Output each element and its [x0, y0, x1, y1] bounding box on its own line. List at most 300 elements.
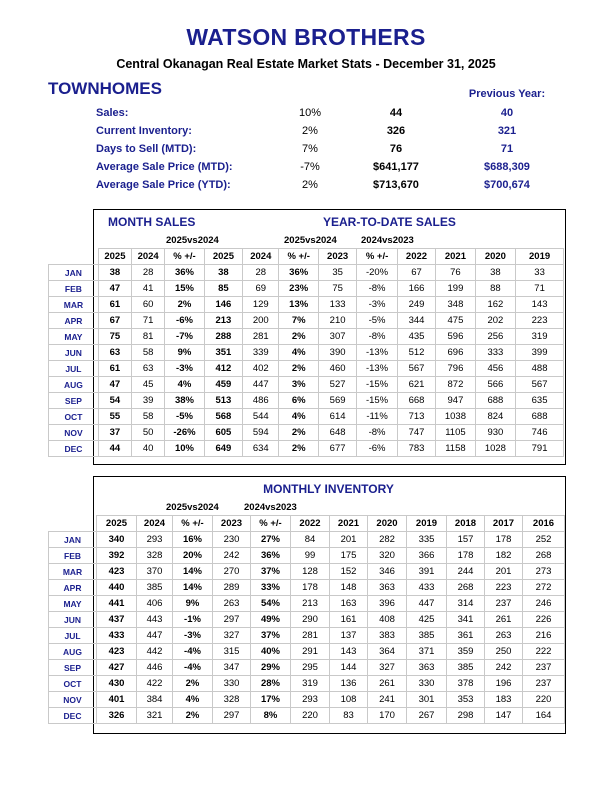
- table-cell: 268: [447, 580, 485, 596]
- table-cell: 614: [318, 409, 356, 425]
- stat-change: 10%: [298, 107, 322, 119]
- table-cell: 170: [368, 708, 407, 724]
- table-cell: 390: [318, 345, 356, 361]
- table-cell: -26%: [165, 425, 204, 441]
- table-cell: 289: [213, 580, 251, 596]
- table-cell: 38: [98, 265, 131, 281]
- table-cell: 1105: [436, 425, 475, 441]
- table-cell: 273: [523, 564, 565, 580]
- table-cell: 36%: [165, 265, 204, 281]
- table-cell: 268: [523, 548, 565, 564]
- table-cell: 38: [475, 265, 515, 281]
- table-cell: 220: [523, 692, 565, 708]
- column-header: % +/-: [251, 516, 291, 532]
- table-cell: 54%: [251, 596, 291, 612]
- table-cell: 261: [368, 676, 407, 692]
- month-label: JAN: [49, 532, 97, 548]
- table-cell: 6%: [279, 393, 318, 409]
- table-cell: 437: [97, 612, 137, 628]
- table-cell: -4%: [173, 644, 213, 660]
- table-cell: 9%: [173, 596, 213, 612]
- table-cell: 242: [485, 660, 523, 676]
- table-cell: 427: [97, 660, 137, 676]
- table-cell: 163: [330, 596, 368, 612]
- table-row: [49, 580, 565, 596]
- stat-change: 2%: [302, 179, 318, 191]
- table-cell: 430: [97, 676, 137, 692]
- table-cell: 249: [397, 297, 435, 313]
- table-cell: 488: [516, 361, 564, 377]
- sales-table: [48, 248, 564, 457]
- table-cell: 183: [485, 692, 523, 708]
- table-row: [49, 644, 565, 660]
- column-header: 2016: [523, 516, 565, 532]
- table-cell: 10%: [165, 441, 204, 457]
- inventory-title: MONTHLY INVENTORY: [263, 482, 394, 496]
- table-row: [49, 564, 565, 580]
- table-cell: 8%: [251, 708, 291, 724]
- stat-label: Average Sale Price (MTD):: [96, 161, 233, 173]
- table-cell: 648: [318, 425, 356, 441]
- table-cell: 47: [98, 281, 131, 297]
- table-cell: 200: [243, 313, 279, 329]
- table-cell: 28: [243, 265, 279, 281]
- stat-current: $641,177: [373, 161, 419, 173]
- table-cell: 71: [516, 281, 564, 297]
- table-cell: 649: [204, 441, 242, 457]
- month-label: JUL: [49, 361, 99, 377]
- table-cell: 314: [447, 596, 485, 612]
- table-cell: -15%: [357, 377, 397, 393]
- table-cell: 406: [137, 596, 173, 612]
- table-cell: 242: [213, 548, 251, 564]
- column-header: 2023: [318, 249, 356, 265]
- table-cell: 144: [330, 660, 368, 676]
- table-cell: -13%: [357, 345, 397, 361]
- table-row: [49, 393, 564, 409]
- column-header: 2020: [368, 516, 407, 532]
- group-label-ytd-2025: 2025vs2024: [284, 235, 337, 246]
- table-cell: 441: [97, 596, 137, 612]
- table-cell: 220: [291, 708, 330, 724]
- table-cell: 84: [291, 532, 330, 548]
- table-cell: 2%: [279, 329, 318, 345]
- table-cell: 28: [132, 265, 165, 281]
- table-cell: 872: [436, 377, 475, 393]
- group-label-inv-2024: 2024vs2023: [244, 502, 297, 513]
- column-header: 2020: [475, 249, 515, 265]
- column-header: % +/-: [173, 516, 213, 532]
- table-cell: 256: [475, 329, 515, 345]
- table-cell: 391: [407, 564, 447, 580]
- column-header: 2024: [132, 249, 165, 265]
- table-cell: 396: [368, 596, 407, 612]
- table-cell: 28%: [251, 676, 291, 692]
- table-cell: 460: [318, 361, 356, 377]
- table-cell: 63: [98, 345, 131, 361]
- table-cell: 201: [485, 564, 523, 580]
- month-label: DEC: [49, 708, 97, 724]
- table-cell: 99: [291, 548, 330, 564]
- month-label: OCT: [49, 409, 99, 425]
- table-cell: 36%: [251, 548, 291, 564]
- table-cell: 363: [368, 580, 407, 596]
- table-cell: 297: [213, 612, 251, 628]
- table-row: [49, 548, 565, 564]
- table-cell: 202: [475, 313, 515, 329]
- table-row: [49, 377, 564, 393]
- month-label: SEP: [49, 393, 99, 409]
- table-cell: 272: [523, 580, 565, 596]
- table-cell: 14%: [173, 580, 213, 596]
- table-cell: 351: [204, 345, 242, 361]
- table-cell: 146: [204, 297, 242, 313]
- table-cell: 54: [98, 393, 131, 409]
- table-cell: 4%: [279, 345, 318, 361]
- column-header: % +/-: [165, 249, 204, 265]
- table-cell: 147: [485, 708, 523, 724]
- table-cell: -13%: [357, 361, 397, 377]
- table-cell: 15%: [165, 281, 204, 297]
- table-cell: 327: [213, 628, 251, 644]
- table-cell: 2%: [165, 297, 204, 313]
- table-cell: 1038: [436, 409, 475, 425]
- table-cell: -20%: [357, 265, 397, 281]
- table-cell: -11%: [357, 409, 397, 425]
- group-label-month: 2025vs2024: [166, 235, 219, 246]
- table-cell: 301: [407, 692, 447, 708]
- table-cell: 33%: [251, 580, 291, 596]
- table-cell: 161: [330, 612, 368, 628]
- table-cell: 1028: [475, 441, 515, 457]
- column-header: 2025: [97, 516, 137, 532]
- table-row: [49, 265, 564, 281]
- month-label: AUG: [49, 644, 97, 660]
- month-label: MAR: [49, 297, 99, 313]
- column-header: 2017: [485, 516, 523, 532]
- stat-row-avg-price-ytd: [0, 179, 612, 197]
- column-header: 2024: [137, 516, 173, 532]
- table-cell: 442: [137, 644, 173, 660]
- table-cell: 81: [132, 329, 165, 345]
- table-cell: 307: [318, 329, 356, 345]
- table-cell: 282: [368, 532, 407, 548]
- table-cell: 237: [523, 676, 565, 692]
- table-cell: 370: [137, 564, 173, 580]
- table-row: [49, 532, 565, 548]
- table-cell: 162: [475, 297, 515, 313]
- table-cell: 2%: [279, 361, 318, 377]
- table-cell: 3%: [279, 377, 318, 393]
- stat-row-avg-price-mtd: [0, 161, 612, 179]
- month-label: AUG: [49, 377, 99, 393]
- table-cell: 27%: [251, 532, 291, 548]
- table-cell: 791: [516, 441, 564, 457]
- table-cell: 401: [97, 692, 137, 708]
- table-row: [49, 361, 564, 377]
- ytd-sales-title: YEAR-TO-DATE SALES: [323, 215, 456, 229]
- stat-label: Days to Sell (MTD):: [96, 143, 197, 155]
- month-label: DEC: [49, 441, 99, 457]
- table-cell: 328: [137, 548, 173, 564]
- month-label: MAY: [49, 596, 97, 612]
- table-cell: 13%: [279, 297, 318, 313]
- table-cell: 384: [137, 692, 173, 708]
- table-cell: 320: [368, 548, 407, 564]
- table-cell: 16%: [173, 532, 213, 548]
- table-cell: 40%: [251, 644, 291, 660]
- month-label: MAR: [49, 564, 97, 580]
- table-cell: 328: [213, 692, 251, 708]
- table-cell: 567: [516, 377, 564, 393]
- table-cell: 137: [330, 628, 368, 644]
- table-row: [49, 297, 564, 313]
- table-cell: 157: [447, 532, 485, 548]
- table-cell: 392: [97, 548, 137, 564]
- stat-label: Current Inventory:: [96, 125, 192, 137]
- table-cell: 2%: [279, 425, 318, 441]
- table-cell: 447: [407, 596, 447, 612]
- column-header: 2022: [291, 516, 330, 532]
- table-cell: 37%: [251, 564, 291, 580]
- table-cell: -8%: [357, 425, 397, 441]
- table-cell: 75: [98, 329, 131, 345]
- stat-change: 2%: [302, 125, 318, 137]
- stat-previous: 321: [497, 125, 517, 137]
- table-row: [49, 612, 565, 628]
- month-label: FEB: [49, 281, 99, 297]
- table-cell: 1158: [436, 441, 475, 457]
- table-cell: 2%: [173, 676, 213, 692]
- table-cell: 250: [485, 644, 523, 660]
- table-cell: 76: [436, 265, 475, 281]
- table-cell: 128: [291, 564, 330, 580]
- table-cell: 60: [132, 297, 165, 313]
- table-cell: 241: [368, 692, 407, 708]
- table-cell: 4%: [173, 692, 213, 708]
- table-cell: 344: [397, 313, 435, 329]
- month-label: OCT: [49, 676, 97, 692]
- table-cell: 446: [137, 660, 173, 676]
- table-cell: 385: [137, 580, 173, 596]
- table-cell: 447: [243, 377, 279, 393]
- table-cell: 512: [397, 345, 435, 361]
- month-label: JUN: [49, 612, 97, 628]
- table-cell: 796: [436, 361, 475, 377]
- table-cell: 544: [243, 409, 279, 425]
- table-cell: 175: [330, 548, 368, 564]
- table-cell: 152: [330, 564, 368, 580]
- column-header: 2024: [243, 249, 279, 265]
- table-cell: 290: [291, 612, 330, 628]
- table-cell: 20%: [173, 548, 213, 564]
- table-cell: 148: [330, 580, 368, 596]
- table-cell: 37%: [251, 628, 291, 644]
- table-cell: 4%: [165, 377, 204, 393]
- table-cell: 67: [397, 265, 435, 281]
- table-cell: 443: [137, 612, 173, 628]
- header-row: [49, 516, 565, 532]
- table-cell: 33: [516, 265, 564, 281]
- table-cell: 423: [97, 644, 137, 660]
- table-cell: 422: [137, 676, 173, 692]
- table-cell: 402: [243, 361, 279, 377]
- table-cell: 359: [447, 644, 485, 660]
- table-cell: 281: [243, 329, 279, 345]
- table-cell: 333: [475, 345, 515, 361]
- table-cell: 47: [98, 377, 131, 393]
- stat-row-sales: [0, 107, 612, 125]
- table-cell: 133: [318, 297, 356, 313]
- table-cell: 50: [132, 425, 165, 441]
- table-cell: 295: [291, 660, 330, 676]
- table-cell: 88: [475, 281, 515, 297]
- column-header: 2022: [397, 249, 435, 265]
- table-cell: 263: [213, 596, 251, 612]
- table-cell: -6%: [165, 313, 204, 329]
- table-cell: 61: [98, 361, 131, 377]
- table-cell: 199: [436, 281, 475, 297]
- table-cell: 17%: [251, 692, 291, 708]
- table-cell: 696: [436, 345, 475, 361]
- month-label: JUN: [49, 345, 99, 361]
- table-row: [49, 628, 565, 644]
- table-cell: 7%: [279, 313, 318, 329]
- table-cell: 635: [516, 393, 564, 409]
- table-cell: 930: [475, 425, 515, 441]
- table-cell: 297: [213, 708, 251, 724]
- table-cell: 69: [243, 281, 279, 297]
- month-label: APR: [49, 580, 97, 596]
- table-cell: 35: [318, 265, 356, 281]
- column-header: % +/-: [357, 249, 397, 265]
- table-cell: 315: [213, 644, 251, 660]
- table-cell: 433: [407, 580, 447, 596]
- section-title: TOWNHOMES: [48, 79, 162, 98]
- table-cell: 222: [523, 644, 565, 660]
- table-cell: 39: [132, 393, 165, 409]
- table-cell: 4%: [279, 409, 318, 425]
- table-cell: 594: [243, 425, 279, 441]
- table-cell: 29%: [251, 660, 291, 676]
- table-cell: 164: [523, 708, 565, 724]
- table-cell: 63: [132, 361, 165, 377]
- column-header: 2023: [213, 516, 251, 532]
- table-row: [49, 596, 565, 612]
- table-row: [49, 660, 565, 676]
- table-cell: 178: [485, 532, 523, 548]
- table-cell: 75: [318, 281, 356, 297]
- table-cell: 341: [447, 612, 485, 628]
- table-cell: 36%: [279, 265, 318, 281]
- table-cell: -5%: [165, 409, 204, 425]
- table-cell: 40: [132, 441, 165, 457]
- table-cell: 58: [132, 345, 165, 361]
- table-cell: 38%: [165, 393, 204, 409]
- table-row: [49, 441, 564, 457]
- page-subtitle: Central Okanagan Real Estate Market Stats - December 31, 2025: [116, 57, 496, 71]
- table-cell: 178: [291, 580, 330, 596]
- table-cell: 486: [243, 393, 279, 409]
- table-cell: 108: [330, 692, 368, 708]
- table-cell: 55: [98, 409, 131, 425]
- table-cell: 371: [407, 644, 447, 660]
- table-cell: 178: [447, 548, 485, 564]
- table-cell: 261: [485, 612, 523, 628]
- month-label: JAN: [49, 265, 99, 281]
- table-cell: 44: [98, 441, 131, 457]
- stat-change: 7%: [302, 143, 318, 155]
- table-cell: 347: [213, 660, 251, 676]
- table-cell: 23%: [279, 281, 318, 297]
- column-header: 2019: [516, 249, 564, 265]
- table-cell: 783: [397, 441, 435, 457]
- table-cell: 568: [204, 409, 242, 425]
- table-cell: 408: [368, 612, 407, 628]
- stat-current: 326: [386, 125, 406, 137]
- table-cell: 327: [368, 660, 407, 676]
- table-cell: 41: [132, 281, 165, 297]
- table-cell: -8%: [357, 329, 397, 345]
- stat-previous: 71: [500, 143, 514, 155]
- table-cell: 435: [397, 329, 435, 345]
- column-header: 2021: [330, 516, 368, 532]
- table-row: [49, 409, 564, 425]
- table-cell: 216: [523, 628, 565, 644]
- column-header: 2025: [204, 249, 242, 265]
- table-cell: 363: [407, 660, 447, 676]
- table-cell: 747: [397, 425, 435, 441]
- table-cell: 213: [204, 313, 242, 329]
- table-cell: 2%: [173, 708, 213, 724]
- table-cell: -1%: [173, 612, 213, 628]
- table-cell: 425: [407, 612, 447, 628]
- table-cell: 340: [97, 532, 137, 548]
- stat-current: 44: [389, 107, 403, 119]
- previous-year-label: Previous Year:: [468, 88, 546, 100]
- page-title: WATSON BROTHERS: [186, 24, 426, 50]
- table-cell: -7%: [165, 329, 204, 345]
- table-cell: 475: [436, 313, 475, 329]
- table-cell: 267: [407, 708, 447, 724]
- table-cell: 569: [318, 393, 356, 409]
- table-cell: 293: [291, 692, 330, 708]
- table-cell: 129: [243, 297, 279, 313]
- table-cell: 385: [447, 660, 485, 676]
- table-cell: 335: [407, 532, 447, 548]
- table-cell: 182: [485, 548, 523, 564]
- month-label: FEB: [49, 548, 97, 564]
- stat-previous: 40: [500, 107, 514, 119]
- table-cell: 143: [330, 644, 368, 660]
- table-cell: -5%: [357, 313, 397, 329]
- table-cell: 45: [132, 377, 165, 393]
- table-cell: 383: [368, 628, 407, 644]
- table-cell: 668: [397, 393, 435, 409]
- table-row: [49, 708, 565, 724]
- table-cell: 399: [516, 345, 564, 361]
- month-label: MAY: [49, 329, 99, 345]
- header-row: [49, 249, 564, 265]
- table-cell: 330: [407, 676, 447, 692]
- month-label: NOV: [49, 425, 99, 441]
- month-sales-title: MONTH SALES: [108, 215, 196, 229]
- stat-label: Sales:: [96, 107, 129, 119]
- table-cell: 346: [368, 564, 407, 580]
- month-label: NOV: [49, 692, 97, 708]
- table-cell: -4%: [173, 660, 213, 676]
- corner-cell: [49, 516, 97, 532]
